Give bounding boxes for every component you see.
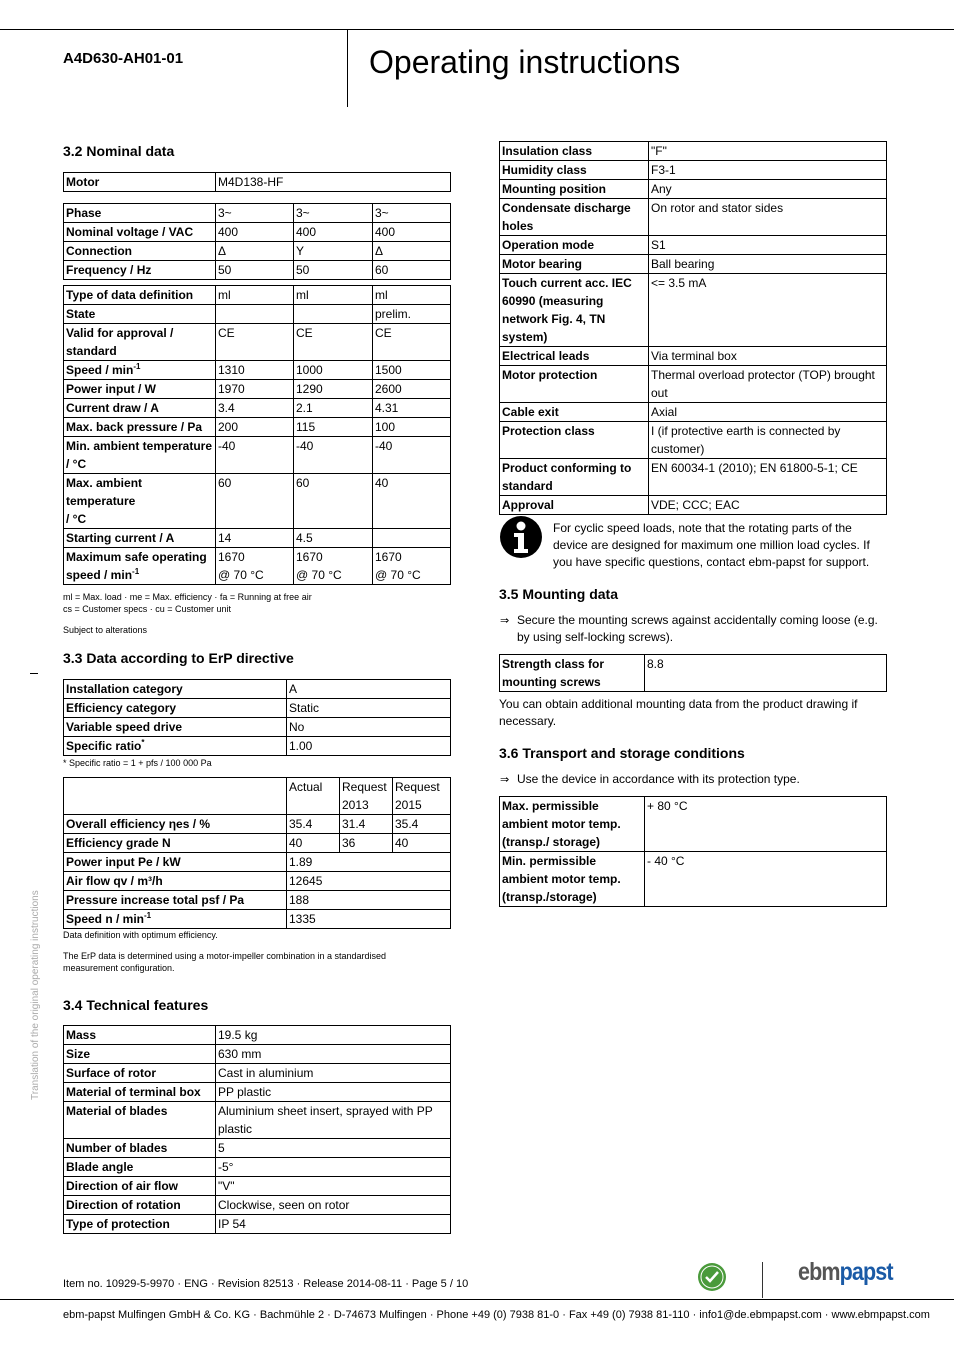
table-row bbox=[500, 403, 887, 422]
table-row bbox=[64, 261, 451, 280]
cell: - 40 °C bbox=[645, 852, 887, 907]
cell: Ball bearing bbox=[649, 255, 887, 274]
erp-efficiency-table bbox=[63, 777, 451, 929]
mounting-table bbox=[499, 654, 887, 692]
cell: Air flow qv / m³/h bbox=[64, 872, 287, 891]
value: 1670 bbox=[218, 550, 245, 564]
section-heading-3-2: 3.2 Nominal data bbox=[63, 143, 175, 159]
table-row bbox=[64, 380, 451, 399]
table-row bbox=[64, 834, 451, 853]
page-title: Operating instructions bbox=[369, 44, 681, 80]
cell: Aluminium sheet insert, sprayed with PP plastic bbox=[216, 1102, 451, 1139]
cell: 35.4 bbox=[287, 815, 340, 834]
cell: Efficiency category bbox=[64, 699, 287, 718]
cell: 35.4 bbox=[393, 815, 451, 834]
value: @ 70 °C bbox=[218, 568, 264, 582]
table-row bbox=[64, 872, 451, 891]
maxamb-line1: Max. ambient bbox=[66, 476, 143, 490]
cell bbox=[216, 548, 294, 585]
cell: Installation category bbox=[64, 680, 287, 699]
cell: 1500 bbox=[373, 361, 451, 380]
cell: "F" bbox=[649, 142, 887, 161]
cell: Blade angle bbox=[64, 1158, 216, 1177]
logo-ebm: ebm bbox=[798, 1258, 840, 1286]
table-row bbox=[500, 655, 887, 692]
cell: CE bbox=[373, 324, 451, 361]
cell bbox=[64, 778, 287, 815]
table-row bbox=[500, 422, 887, 459]
table-row bbox=[64, 1139, 451, 1158]
cell bbox=[64, 474, 216, 529]
section-heading-3-3: 3.3 Data according to ErP directive bbox=[63, 650, 294, 666]
table-row bbox=[64, 1158, 451, 1177]
cell: Direction of air flow bbox=[64, 1177, 216, 1196]
table-row bbox=[64, 242, 451, 261]
side-caption: Translation of the original operating instructions bbox=[30, 890, 41, 1100]
cell: Power input / W bbox=[64, 380, 216, 399]
erp-category-table bbox=[63, 679, 451, 756]
section-heading-3-6: 3.6 Transport and storage conditions bbox=[499, 745, 745, 761]
table-row bbox=[64, 1177, 451, 1196]
cell: 50 bbox=[216, 261, 294, 280]
table-row bbox=[64, 718, 451, 737]
cell: Surface of rotor bbox=[64, 1064, 216, 1083]
value: 1670 bbox=[375, 550, 402, 564]
cell: Mass bbox=[64, 1026, 216, 1045]
cell: Power input Pe / kW bbox=[64, 853, 287, 872]
section-heading-3-5: 3.5 Mounting data bbox=[499, 586, 618, 602]
ebmpapst-logo bbox=[798, 1258, 893, 1287]
transport-table bbox=[499, 796, 887, 907]
cell: Product conforming to standard bbox=[500, 459, 649, 496]
cell: 31.4 bbox=[340, 815, 393, 834]
maxsafe-sup: -1 bbox=[132, 567, 140, 576]
cell: Direction of rotation bbox=[64, 1196, 216, 1215]
cell: 36 bbox=[340, 834, 393, 853]
cell: 400 bbox=[216, 223, 294, 242]
cell: 1.89 bbox=[287, 853, 451, 872]
cell: State bbox=[64, 305, 216, 324]
cell: Current draw / A bbox=[64, 399, 216, 418]
logo-papst: papst bbox=[839, 1258, 893, 1286]
info-icon bbox=[499, 515, 543, 559]
table-row bbox=[64, 361, 451, 380]
cell: ml bbox=[294, 286, 373, 305]
cell: Static bbox=[287, 699, 451, 718]
table-row bbox=[64, 399, 451, 418]
table-row bbox=[500, 199, 887, 236]
cell: S1 bbox=[649, 236, 887, 255]
cell: A bbox=[287, 680, 451, 699]
value: 2013 bbox=[342, 798, 369, 812]
table-row bbox=[500, 180, 887, 199]
cell: 5 bbox=[216, 1139, 451, 1158]
cell: IP 54 bbox=[216, 1215, 451, 1234]
cell: 188 bbox=[287, 891, 451, 910]
cell: Number of blades bbox=[64, 1139, 216, 1158]
cell: 3~ bbox=[373, 204, 451, 223]
cell: 2600 bbox=[373, 380, 451, 399]
cell: 100 bbox=[373, 418, 451, 437]
motor-label: Motor bbox=[64, 173, 216, 192]
table-row bbox=[64, 1215, 451, 1234]
cell: Motor protection bbox=[500, 366, 649, 403]
info-note: For cyclic speed loads, note that the rotating parts of the device are designed for maximum one million load cycles. If you have specific questions, contact ebm-papst for support. bbox=[553, 521, 870, 569]
cell: 1970 bbox=[216, 380, 294, 399]
footer-rule bbox=[0, 1299, 954, 1300]
cell: PP plastic bbox=[216, 1083, 451, 1102]
speedn-sup: -1 bbox=[144, 911, 152, 920]
cell: 3~ bbox=[216, 204, 294, 223]
table-row bbox=[64, 286, 451, 305]
table-row bbox=[64, 1196, 451, 1215]
cell: Thermal overload protector (TOP) brought out bbox=[649, 366, 887, 403]
cell: "V" bbox=[216, 1177, 451, 1196]
cell: 1335 bbox=[287, 910, 451, 929]
table-row bbox=[64, 474, 451, 529]
maxsafe-line1: Maximum safe operating bbox=[66, 550, 207, 564]
cell: Approval bbox=[500, 496, 649, 515]
legend-line1: ml = Max. load · me = Max. efficiency · fa = Running at free air bbox=[63, 592, 312, 602]
table-row bbox=[64, 910, 451, 929]
minamb-line1: Min. ambient temperature bbox=[66, 439, 213, 453]
value: 2015 bbox=[395, 798, 422, 812]
table-row bbox=[500, 142, 887, 161]
table-row bbox=[64, 305, 451, 324]
cell: 12645 bbox=[287, 872, 451, 891]
cell: 200 bbox=[216, 418, 294, 437]
cell: Axial bbox=[649, 403, 887, 422]
table-row bbox=[64, 418, 451, 437]
cell: Overall efficiency ηes / % bbox=[64, 815, 287, 834]
table-row bbox=[500, 161, 887, 180]
table-row bbox=[500, 347, 887, 366]
cell: Touch current acc. IEC 60990 (measuring network Fig. 4, TN system) bbox=[500, 274, 649, 347]
cell: Y bbox=[294, 242, 373, 261]
cell: prelim. bbox=[373, 305, 451, 324]
table-row bbox=[64, 815, 451, 834]
cell: 8.8 bbox=[645, 655, 887, 692]
specific-sup: * bbox=[141, 738, 145, 747]
cell: ml bbox=[373, 286, 451, 305]
cell: 60 bbox=[373, 261, 451, 280]
cell: VDE; CCC; EAC bbox=[649, 496, 887, 515]
cell bbox=[294, 305, 373, 324]
cell bbox=[64, 910, 287, 929]
cell: -40 bbox=[373, 437, 451, 474]
cell: + 80 °C bbox=[645, 797, 887, 852]
maxamb-line3: / °C bbox=[66, 512, 87, 526]
table-row bbox=[64, 529, 451, 548]
cell: 40 bbox=[373, 474, 451, 529]
table-row bbox=[64, 778, 451, 815]
cell: Type of protection bbox=[64, 1215, 216, 1234]
cell: 115 bbox=[294, 418, 373, 437]
table-row bbox=[64, 223, 451, 242]
arrow-icon: ⇒ bbox=[500, 774, 510, 786]
cell: Min. permissible ambient motor temp. (transp./storage) bbox=[500, 852, 645, 907]
table-row bbox=[500, 236, 887, 255]
cell: Humidity class bbox=[500, 161, 649, 180]
cell: 50 bbox=[294, 261, 373, 280]
legend-line2: cs = Customer specs · cu = Customer unit bbox=[63, 604, 232, 614]
maxamb-line2: temperature bbox=[66, 494, 136, 508]
cell: 2.1 bbox=[294, 399, 373, 418]
cell bbox=[373, 548, 451, 585]
table-row bbox=[64, 1064, 451, 1083]
cell: Max. back pressure / Pa bbox=[64, 418, 216, 437]
motor-value: M4D138-HF bbox=[216, 173, 451, 192]
cell: -40 bbox=[294, 437, 373, 474]
cell: 1.00 bbox=[287, 737, 451, 756]
cell: EN 60034-1 (2010); EN 61800-5-1; CE bbox=[649, 459, 887, 496]
cell: Pressure increase total psf / Pa bbox=[64, 891, 287, 910]
item-line: Item no. 10929-5-9970 · ENG · Revision 82513 · Release 2014-08-11 · Page 5 / 10 bbox=[63, 1278, 469, 1290]
cell: CE bbox=[216, 324, 294, 361]
fold-mark bbox=[30, 673, 38, 674]
table-row bbox=[64, 1026, 451, 1045]
cell: Material of blades bbox=[64, 1102, 216, 1139]
cell bbox=[64, 437, 216, 474]
speed-sup: -1 bbox=[133, 362, 141, 371]
subject-note: Subject to alterations bbox=[63, 625, 148, 635]
cell: 60 bbox=[216, 474, 294, 529]
cell: Via terminal box bbox=[649, 347, 887, 366]
cell: Any bbox=[649, 180, 887, 199]
cell: 4.31 bbox=[373, 399, 451, 418]
cell: Mounting position bbox=[500, 180, 649, 199]
cell: 40 bbox=[287, 834, 340, 853]
cell: ml bbox=[216, 286, 294, 305]
value: Request bbox=[342, 780, 387, 794]
table-row bbox=[500, 797, 887, 852]
maxsafe-line2: speed / min bbox=[66, 568, 133, 582]
cell bbox=[294, 548, 373, 585]
column-header bbox=[393, 778, 451, 815]
table-row bbox=[500, 274, 887, 347]
erp-note2b: measurement configuration. bbox=[63, 963, 175, 973]
cell: F3-1 bbox=[649, 161, 887, 180]
cell: 14 bbox=[216, 529, 294, 548]
cell: 40 bbox=[393, 834, 451, 853]
cell: I (if protective earth is connected by customer) bbox=[649, 422, 887, 459]
table-row bbox=[64, 680, 451, 699]
column-header bbox=[340, 778, 393, 815]
specific-label: Specific ratio bbox=[66, 739, 142, 753]
cell bbox=[216, 305, 294, 324]
model-number: A4D630-AH01-01 bbox=[63, 50, 184, 67]
cell: Connection bbox=[64, 242, 216, 261]
cell: CE bbox=[294, 324, 373, 361]
cell: 1310 bbox=[216, 361, 294, 380]
header-divider bbox=[347, 29, 348, 107]
cell: Cast in aluminium bbox=[216, 1064, 451, 1083]
cell: On rotor and stator sides bbox=[649, 199, 887, 236]
table-row bbox=[64, 324, 451, 361]
table-row bbox=[64, 437, 451, 474]
cell bbox=[64, 548, 216, 585]
cell: Protection class bbox=[500, 422, 649, 459]
cell: No bbox=[287, 718, 451, 737]
cell: 60 bbox=[294, 474, 373, 529]
table-row bbox=[64, 173, 451, 192]
arrow-icon: ⇒ bbox=[500, 615, 510, 627]
cell: Max. permissible ambient motor temp. (transp./ storage) bbox=[500, 797, 645, 852]
table-row bbox=[64, 1102, 451, 1139]
cell bbox=[64, 737, 287, 756]
column-header: Actual bbox=[287, 778, 340, 815]
cell: Motor bearing bbox=[500, 255, 649, 274]
minamb-line2: / °C bbox=[66, 457, 87, 471]
table-row bbox=[500, 496, 887, 515]
section-heading-3-4: 3.4 Technical features bbox=[63, 997, 209, 1013]
cell: Size bbox=[64, 1045, 216, 1064]
cell: -40 bbox=[216, 437, 294, 474]
cell: Δ bbox=[216, 242, 294, 261]
top-rule bbox=[0, 29, 954, 30]
cell: <= 3.5 mA bbox=[649, 274, 887, 347]
table-row bbox=[64, 1045, 451, 1064]
cell: Nominal voltage / VAC bbox=[64, 223, 216, 242]
cell: Valid for approval / standard bbox=[64, 324, 216, 361]
mounting-instruction: Secure the mounting screws against accidentally coming loose (e.g. by using self-locking screws). bbox=[517, 613, 878, 644]
cell: Insulation class bbox=[500, 142, 649, 161]
green-tech-logo bbox=[697, 1262, 727, 1292]
cell: Material of terminal box bbox=[64, 1083, 216, 1102]
erp-note1: Data definition with optimum efficiency. bbox=[63, 930, 218, 940]
footer-divider bbox=[762, 1262, 763, 1298]
cell: Variable speed drive bbox=[64, 718, 287, 737]
cell bbox=[373, 529, 451, 548]
cell: Electrical leads bbox=[500, 347, 649, 366]
erp-note2a: The ErP data is determined using a motor-impeller combination in a standardised bbox=[63, 951, 387, 961]
nominal-data-table bbox=[63, 285, 451, 585]
speedn-label: Speed n / min bbox=[66, 912, 145, 926]
cell: 1000 bbox=[294, 361, 373, 380]
cell: Strength class for mounting screws bbox=[500, 655, 645, 692]
value: Request bbox=[395, 780, 440, 794]
motor-properties-table bbox=[499, 141, 887, 515]
cell: Phase bbox=[64, 204, 216, 223]
cell: Clockwise, seen on rotor bbox=[216, 1196, 451, 1215]
speed-label: Speed / min bbox=[66, 363, 134, 377]
cell: Starting current / A bbox=[64, 529, 216, 548]
motor-table bbox=[63, 172, 451, 192]
cell: 630 mm bbox=[216, 1045, 451, 1064]
cell: 19.5 kg bbox=[216, 1026, 451, 1045]
table-row bbox=[64, 699, 451, 718]
value: @ 70 °C bbox=[375, 568, 421, 582]
value: 1670 bbox=[296, 550, 323, 564]
table-row bbox=[64, 548, 451, 585]
phase-table bbox=[63, 203, 451, 280]
cell: 400 bbox=[373, 223, 451, 242]
technical-features-table bbox=[63, 1025, 451, 1234]
table-row bbox=[500, 255, 887, 274]
cell: 1290 bbox=[294, 380, 373, 399]
value: @ 70 °C bbox=[296, 568, 342, 582]
cell: Operation mode bbox=[500, 236, 649, 255]
company-address: ebm-papst Mulfingen GmbH & Co. KG · Bachmühle 2 · D-74673 Mulfingen · Phone +49 (0) 7938 81-0 · Fax +49 (0) 7938 81-110 · info1@de.ebmpapst.com · www.ebmpapst.com bbox=[63, 1309, 930, 1321]
cell: 3~ bbox=[294, 204, 373, 223]
cell: 3.4 bbox=[216, 399, 294, 418]
table-row bbox=[64, 1083, 451, 1102]
table-row bbox=[500, 366, 887, 403]
cell: Frequency / Hz bbox=[64, 261, 216, 280]
table-row bbox=[64, 853, 451, 872]
cell: Cable exit bbox=[500, 403, 649, 422]
cell: 4.5 bbox=[294, 529, 373, 548]
cell: Condensate discharge holes bbox=[500, 199, 649, 236]
specific-footnote: * Specific ratio = 1 + pfs / 100 000 Pa bbox=[63, 758, 212, 768]
mounting-note: You can obtain additional mounting data from the product drawing if necessary. bbox=[499, 697, 858, 728]
table-row bbox=[500, 459, 887, 496]
table-row bbox=[64, 204, 451, 223]
transport-instruction: Use the device in accordance with its protection type. bbox=[517, 772, 800, 786]
cell: Type of data definition bbox=[64, 286, 216, 305]
cell: Δ bbox=[373, 242, 451, 261]
cell: Efficiency grade N bbox=[64, 834, 287, 853]
cell: 400 bbox=[294, 223, 373, 242]
cell bbox=[64, 361, 216, 380]
cell: -5° bbox=[216, 1158, 451, 1177]
table-row bbox=[500, 852, 887, 907]
table-row bbox=[64, 737, 451, 756]
table-row bbox=[64, 891, 451, 910]
